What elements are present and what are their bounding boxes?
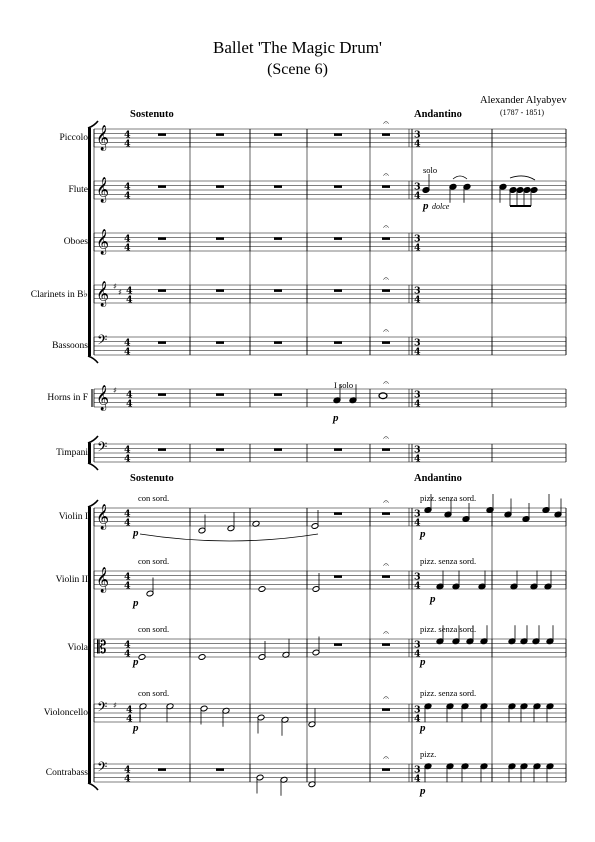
bassoons-whole-rest bbox=[382, 341, 390, 344]
horn-solo-text: I solo bbox=[334, 380, 354, 390]
viola-alto-clef-icon: 𝄡 bbox=[97, 638, 107, 658]
vn2-dyn-p: p bbox=[133, 597, 139, 609]
vn1-pizz: pizz. senza sord. bbox=[420, 493, 477, 503]
horns-whole-rest bbox=[274, 393, 282, 396]
contrabass-timesig2-num: 3 bbox=[414, 764, 421, 776]
vc-dyn-p: p bbox=[133, 722, 139, 734]
composer-dates: (1787 - 1851) bbox=[500, 108, 544, 117]
flute-whole-rest bbox=[216, 185, 224, 188]
vc-pizz: pizz. senza sord. bbox=[420, 688, 477, 698]
vn2-pizz: pizz. senza sord. bbox=[420, 556, 477, 566]
timpani-whole-rest bbox=[158, 448, 166, 451]
flute-timesig-den: 4 bbox=[124, 190, 131, 202]
bassoons-whole-rest bbox=[274, 341, 282, 344]
label-piccolo: Piccolo bbox=[59, 133, 88, 143]
contrabass-whole-rest bbox=[382, 768, 390, 771]
vc-andantino-p: p bbox=[420, 722, 426, 734]
violoncello-timesig2-num: 3 bbox=[414, 704, 421, 716]
piccolo-timesig-num: 4 bbox=[124, 129, 131, 141]
flute-timesig2-num: 3 bbox=[414, 181, 421, 193]
bassoons-timesig-num: 4 bbox=[124, 337, 131, 349]
violin-2-whole-rest bbox=[382, 575, 390, 578]
tempo-sostenuto-winds: Sostenuto bbox=[130, 109, 174, 120]
clarinets-whole-rest bbox=[216, 289, 224, 292]
flute-treble-clef-icon: 𝄞 bbox=[96, 177, 110, 203]
violin-1-timesig-num: 4 bbox=[124, 508, 131, 520]
violoncello-bass-clef-icon: 𝄢 bbox=[97, 699, 108, 718]
horns-fermata-icon: 𝄐 bbox=[383, 378, 389, 389]
strings-bracket bbox=[88, 507, 91, 783]
bassoons-timesig2-den: 4 bbox=[414, 346, 421, 358]
bassoons-whole-rest bbox=[216, 341, 224, 344]
contrabass-timesig2-den: 4 bbox=[414, 773, 421, 785]
piccolo-whole-rest bbox=[216, 133, 224, 136]
violoncello-fermata-icon: 𝄐 bbox=[383, 693, 389, 704]
horns-whole-rest bbox=[216, 393, 224, 396]
horn-whole-note bbox=[379, 393, 387, 399]
label-clarinets: Clarinets in B♭ bbox=[30, 290, 88, 300]
composer-name: Alexander Alyabyev bbox=[480, 95, 567, 106]
clarinets-timesig2-den: 4 bbox=[414, 294, 421, 306]
vla-dyn-p: p bbox=[133, 656, 139, 668]
clarinets-timesig-den: 4 bbox=[126, 294, 133, 306]
timpani-whole-rest bbox=[382, 448, 390, 451]
horns-treble-clef-icon: 𝄞 bbox=[96, 385, 110, 411]
violin-1-timesig-den: 4 bbox=[124, 517, 131, 529]
violin-2-fermata-icon: 𝄐 bbox=[383, 560, 389, 571]
viola-whole-note bbox=[138, 654, 146, 661]
oboes-whole-rest bbox=[334, 237, 342, 240]
contrabass-fermata-icon: 𝄐 bbox=[383, 753, 389, 764]
label-timpani: Timpani bbox=[56, 448, 88, 458]
timpani-timesig2-den: 4 bbox=[414, 453, 421, 465]
oboes-timesig2-den: 4 bbox=[414, 242, 421, 254]
timpani-timesig-den: 4 bbox=[124, 453, 131, 465]
label-flute: Flute bbox=[68, 185, 88, 195]
label-violin-1: Violin I bbox=[58, 512, 88, 522]
horns-sharp-icon: ♯ bbox=[113, 386, 117, 395]
label-bassoons: Bassoons bbox=[52, 341, 88, 351]
timpani-bass-clef-icon: 𝄢 bbox=[97, 439, 108, 458]
violin-2-timesig2-num: 3 bbox=[414, 571, 421, 583]
oboes-whole-rest bbox=[382, 237, 390, 240]
timpani-whole-rest bbox=[216, 448, 224, 451]
contrabass-whole-rest bbox=[158, 768, 166, 771]
label-contrabass: Contrabass bbox=[45, 768, 88, 778]
violin-1-fermata-icon: 𝄐 bbox=[383, 497, 389, 508]
horn-dynamic: p bbox=[333, 412, 339, 424]
winds-bracket bbox=[88, 128, 91, 356]
oboes-timesig2-num: 3 bbox=[414, 233, 421, 245]
contrabass-timesig-den: 4 bbox=[124, 773, 131, 785]
bassoons-timesig-den: 4 bbox=[124, 346, 131, 358]
piccolo-whole-rest bbox=[158, 133, 166, 136]
tempo-andantino-winds: Andantino bbox=[414, 109, 462, 120]
flute-timesig-num: 4 bbox=[124, 181, 131, 193]
horns-timesig2-num: 3 bbox=[414, 389, 421, 401]
horns-whole-rest bbox=[158, 393, 166, 396]
tempo-sostenuto-strings: Sostenuto bbox=[130, 473, 174, 484]
flute-slur bbox=[453, 176, 467, 179]
bassoons-bass-clef-icon: 𝄢 bbox=[97, 332, 108, 351]
horns-timesig-num: 4 bbox=[126, 389, 133, 401]
violin-1-whole-rest bbox=[382, 512, 390, 515]
timpani-whole-rest bbox=[274, 448, 282, 451]
viola-whole-note bbox=[198, 654, 206, 661]
cb-andantino-p: p bbox=[420, 785, 426, 797]
contrabass-bass-clef-icon: 𝄢 bbox=[97, 759, 108, 778]
clarinets-whole-rest bbox=[334, 289, 342, 292]
violin-1-timesig2-den: 4 bbox=[414, 517, 421, 529]
violin-1-whole-rest bbox=[334, 512, 342, 515]
piccolo-timesig2-num: 3 bbox=[414, 129, 421, 141]
bassoons-timesig2-num: 3 bbox=[414, 337, 421, 349]
timpani-bracket bbox=[88, 443, 91, 463]
clarinets-fermata-icon: 𝄐 bbox=[383, 274, 389, 285]
flute-dynamic: p bbox=[423, 200, 429, 212]
timpani-timesig-num: 4 bbox=[124, 444, 131, 456]
vc-con-sord: con sord. bbox=[138, 688, 170, 698]
piccolo-treble-clef-icon: 𝄞 bbox=[96, 125, 110, 151]
vla-andantino-p: p bbox=[420, 656, 426, 668]
oboes-whole-rest bbox=[274, 237, 282, 240]
vn1-con-sord: con sord. bbox=[138, 493, 170, 503]
oboes-timesig-den: 4 bbox=[124, 242, 131, 254]
piccolo-whole-rest bbox=[334, 133, 342, 136]
violin-1-timesig2-num: 3 bbox=[414, 508, 421, 520]
viola-timesig2-den: 4 bbox=[414, 648, 421, 660]
timpani-timesig2-num: 3 bbox=[414, 444, 421, 456]
label-viola: Viola bbox=[67, 643, 88, 653]
piccolo-whole-rest bbox=[382, 133, 390, 136]
vn2-con-sord: con sord. bbox=[138, 556, 170, 566]
piccolo-timesig-den: 4 bbox=[124, 138, 131, 150]
violin-2-whole-rest bbox=[334, 575, 342, 578]
cb-pizz: pizz. bbox=[420, 749, 437, 759]
violoncello-sharp-icon: ♯ bbox=[113, 701, 117, 710]
violin-2-treble-clef-icon: 𝄞 bbox=[96, 567, 110, 593]
score-title: Ballet 'The Magic Drum' bbox=[213, 38, 382, 57]
label-violin-2: Violin II bbox=[55, 575, 88, 585]
viola-timesig-den: 4 bbox=[124, 648, 131, 660]
violin-2-timesig-den: 4 bbox=[124, 580, 131, 592]
label-horns: Horns in F bbox=[47, 393, 88, 403]
violoncello-timesig-den: 4 bbox=[126, 713, 133, 725]
flute-timesig2-den: 4 bbox=[414, 190, 421, 202]
tempo-andantino-strings: Andantino bbox=[414, 473, 462, 484]
label-violoncello: Violoncello bbox=[43, 708, 88, 718]
viola-fermata-icon: 𝄐 bbox=[383, 628, 389, 639]
oboes-timesig-num: 4 bbox=[124, 233, 131, 245]
strings-bracket-bottom-hook bbox=[88, 783, 98, 790]
clarinets-whole-rest bbox=[274, 289, 282, 292]
clarinets-timesig-num: 4 bbox=[126, 285, 133, 297]
flute-whole-rest bbox=[158, 185, 166, 188]
oboes-treble-clef-icon: 𝄞 bbox=[96, 229, 110, 255]
flute-dolce: dolce bbox=[432, 202, 450, 211]
winds-bracket-bottom-hook bbox=[88, 356, 98, 363]
piccolo-fermata-icon: 𝄐 bbox=[383, 118, 389, 129]
clarinets-timesig2-num: 3 bbox=[414, 285, 421, 297]
label-oboes: Oboes bbox=[63, 237, 88, 247]
flute-fermata-icon: 𝄐 bbox=[383, 170, 389, 181]
violoncello-timesig2-den: 4 bbox=[414, 713, 421, 725]
viola-whole-rest bbox=[334, 643, 342, 646]
oboes-whole-rest bbox=[216, 237, 224, 240]
violin-2-timesig2-den: 4 bbox=[414, 580, 421, 592]
flute-whole-rest bbox=[274, 185, 282, 188]
horns-timesig2-den: 4 bbox=[414, 398, 421, 410]
violin-1-slur bbox=[140, 534, 318, 541]
bassoons-whole-rest bbox=[334, 341, 342, 344]
violin-2-timesig-num: 4 bbox=[124, 571, 131, 583]
bassoons-whole-rest bbox=[158, 341, 166, 344]
vn1-dyn-p: p bbox=[133, 527, 139, 539]
violoncello-timesig-num: 4 bbox=[126, 704, 133, 716]
flute-whole-rest bbox=[382, 185, 390, 188]
bassoons-fermata-icon: 𝄐 bbox=[383, 326, 389, 337]
clarinets-sharp-icon: ♯ bbox=[113, 282, 117, 291]
vn1-andantino-p: p bbox=[420, 528, 426, 540]
horns-timesig-den: 4 bbox=[126, 398, 133, 410]
violin-2-whole-note bbox=[258, 586, 266, 593]
score-subtitle: (Scene 6) bbox=[267, 61, 328, 78]
timpani-whole-rest bbox=[334, 448, 342, 451]
piccolo-whole-rest bbox=[274, 133, 282, 136]
flute-slur bbox=[510, 176, 535, 180]
violin-1-treble-clef-icon: 𝄞 bbox=[96, 504, 110, 530]
viola-timesig2-num: 3 bbox=[414, 639, 421, 651]
clarinets-treble-clef-icon: 𝄞 bbox=[96, 281, 110, 307]
timpani-fermata-icon: 𝄐 bbox=[383, 433, 389, 444]
vn2-andantino-p: p bbox=[430, 593, 436, 605]
contrabass-whole-rest bbox=[216, 768, 224, 771]
clarinets-whole-rest bbox=[382, 289, 390, 292]
timpani-bracket-bottom-hook bbox=[88, 463, 98, 470]
flute-whole-rest bbox=[334, 185, 342, 188]
clarinets-whole-rest bbox=[158, 289, 166, 292]
vla-pizz: pizz. senza sord. bbox=[420, 624, 477, 634]
oboes-fermata-icon: 𝄐 bbox=[383, 222, 389, 233]
vla-con-sord: con sord. bbox=[138, 624, 170, 634]
piccolo-timesig2-den: 4 bbox=[414, 138, 421, 150]
viola-timesig-num: 4 bbox=[124, 639, 131, 651]
clarinets-sharp-icon: ♯ bbox=[118, 288, 122, 297]
viola-whole-rest bbox=[382, 643, 390, 646]
flute-solo-text: solo bbox=[423, 165, 438, 175]
violoncello-whole-rest bbox=[382, 708, 390, 711]
contrabass-timesig-num: 4 bbox=[124, 764, 131, 776]
oboes-whole-rest bbox=[158, 237, 166, 240]
